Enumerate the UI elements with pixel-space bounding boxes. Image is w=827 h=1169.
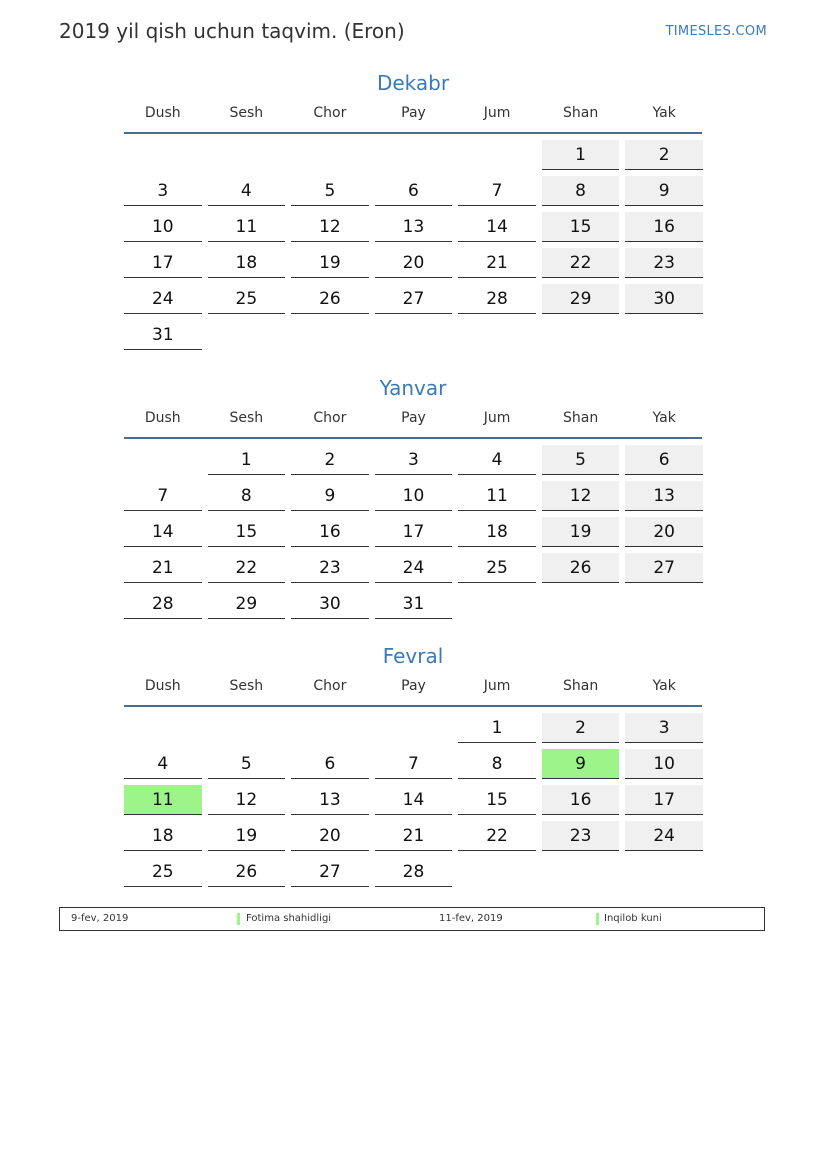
- day-cell: 13: [291, 785, 369, 815]
- day-cell: 8: [542, 176, 620, 206]
- day-cell: 19: [542, 517, 620, 547]
- day-cell: 10: [375, 481, 453, 511]
- day-cell: 10: [625, 749, 703, 779]
- legend-holiday-name: Inqilob kuni: [604, 913, 662, 924]
- day-cell: 12: [291, 212, 369, 242]
- weekday-label: Sesh: [229, 105, 264, 121]
- day-cell: 2: [542, 713, 620, 743]
- day-cell: 4: [458, 445, 536, 475]
- day-cell: 30: [625, 284, 703, 314]
- weekday-label: Chor: [313, 105, 347, 121]
- day-cell: 20: [625, 517, 703, 547]
- day-cell: 7: [124, 481, 202, 511]
- day-cell: 3: [625, 713, 703, 743]
- weekday-label: Dush: [144, 105, 181, 121]
- empty-cell: [124, 713, 202, 743]
- month-title: Fevral: [382, 644, 444, 668]
- day-cell: 18: [124, 821, 202, 851]
- day-cell: 2: [625, 140, 703, 170]
- day-cell: 12: [542, 481, 620, 511]
- weekday-label: Pay: [401, 410, 426, 426]
- empty-cell: [291, 140, 369, 170]
- weekday-header: [124, 675, 702, 707]
- weekday-header: [124, 407, 702, 439]
- day-cell: 6: [291, 749, 369, 779]
- day-cell: 6: [375, 176, 453, 206]
- day-cell: 6: [625, 445, 703, 475]
- day-cell: 1: [208, 445, 286, 475]
- empty-cell: [291, 713, 369, 743]
- day-cell: 26: [291, 284, 369, 314]
- legend-date: 11-fev, 2019: [439, 913, 503, 924]
- day-cell: 15: [458, 785, 536, 815]
- day-cell: 25: [208, 284, 286, 314]
- day-cell: 24: [375, 553, 453, 583]
- weekday-label: Shan: [562, 105, 599, 121]
- day-cell: 14: [124, 517, 202, 547]
- day-cell: 31: [375, 589, 453, 619]
- weekday-label: Yak: [652, 105, 676, 121]
- day-cell: 27: [375, 284, 453, 314]
- day-cell: 22: [208, 553, 286, 583]
- day-cell: 26: [208, 857, 286, 887]
- holiday-day-cell: 11: [124, 785, 202, 815]
- day-cell: 3: [124, 176, 202, 206]
- holiday-day-cell: 9: [542, 749, 620, 779]
- weekday-label: Sesh: [229, 678, 264, 694]
- day-cell: 17: [124, 248, 202, 278]
- site-link[interactable]: TIMESLES.COM: [665, 24, 767, 39]
- day-cell: 8: [208, 481, 286, 511]
- day-grid: [124, 713, 702, 893]
- month-title: Dekabr: [376, 71, 450, 95]
- day-cell: 10: [124, 212, 202, 242]
- day-cell: 19: [291, 248, 369, 278]
- day-cell: 5: [291, 176, 369, 206]
- day-cell: 11: [208, 212, 286, 242]
- day-cell: 22: [458, 821, 536, 851]
- day-cell: 29: [208, 589, 286, 619]
- day-cell: 20: [375, 248, 453, 278]
- weekday-label: Jum: [483, 105, 511, 121]
- day-cell: 11: [458, 481, 536, 511]
- weekday-label: Chor: [313, 678, 347, 694]
- weekday-header: [124, 102, 702, 134]
- day-cell: 8: [458, 749, 536, 779]
- day-cell: 7: [375, 749, 453, 779]
- day-cell: 27: [291, 857, 369, 887]
- weekday-label: Yak: [652, 678, 676, 694]
- day-cell: 21: [124, 553, 202, 583]
- day-cell: 19: [208, 821, 286, 851]
- day-cell: 21: [375, 821, 453, 851]
- day-cell: 26: [542, 553, 620, 583]
- day-cell: 5: [542, 445, 620, 475]
- empty-cell: [208, 713, 286, 743]
- empty-cell: [375, 140, 453, 170]
- day-cell: 28: [375, 857, 453, 887]
- weekday-label: Jum: [483, 410, 511, 426]
- month-title: Yanvar: [379, 376, 447, 400]
- day-cell: 30: [291, 589, 369, 619]
- day-cell: 9: [291, 481, 369, 511]
- day-cell: 29: [542, 284, 620, 314]
- weekday-label: Shan: [562, 678, 599, 694]
- day-cell: 9: [625, 176, 703, 206]
- weekday-label: Pay: [401, 105, 426, 121]
- day-cell: 15: [542, 212, 620, 242]
- day-cell: 14: [375, 785, 453, 815]
- day-cell: 15: [208, 517, 286, 547]
- day-cell: 24: [124, 284, 202, 314]
- day-cell: 17: [375, 517, 453, 547]
- weekday-label: Shan: [562, 410, 599, 426]
- day-cell: 18: [208, 248, 286, 278]
- weekday-label: Chor: [313, 410, 347, 426]
- day-cell: 1: [458, 713, 536, 743]
- month-february: [124, 641, 702, 893]
- weekday-label: Dush: [144, 678, 181, 694]
- holiday-color-swatch: [237, 913, 240, 925]
- empty-cell: [124, 140, 202, 170]
- day-cell: 16: [625, 212, 703, 242]
- day-cell: 23: [291, 553, 369, 583]
- empty-cell: [208, 140, 286, 170]
- day-cell: 25: [458, 553, 536, 583]
- weekday-label: Sesh: [229, 410, 264, 426]
- empty-cell: [124, 445, 202, 475]
- day-cell: 3: [375, 445, 453, 475]
- day-cell: 13: [375, 212, 453, 242]
- day-cell: 23: [542, 821, 620, 851]
- page-title: 2019 yil qish uchun taqvim. (Eron): [59, 19, 405, 43]
- day-cell: 16: [542, 785, 620, 815]
- day-cell: 13: [625, 481, 703, 511]
- day-cell: 14: [458, 212, 536, 242]
- holiday-color-swatch: [596, 913, 599, 925]
- day-cell: 21: [458, 248, 536, 278]
- month-december: [124, 68, 702, 356]
- day-cell: 4: [208, 176, 286, 206]
- day-cell: 4: [124, 749, 202, 779]
- day-cell: 22: [542, 248, 620, 278]
- legend-holiday-name: Fotima shahidligi: [246, 913, 332, 924]
- weekday-label: Yak: [652, 410, 676, 426]
- weekday-label: Dush: [144, 410, 181, 426]
- day-cell: 17: [625, 785, 703, 815]
- day-cell: 20: [291, 821, 369, 851]
- day-cell: 16: [291, 517, 369, 547]
- weekday-label: Jum: [483, 678, 511, 694]
- day-cell: 12: [208, 785, 286, 815]
- day-cell: 28: [458, 284, 536, 314]
- day-cell: 27: [625, 553, 703, 583]
- day-cell: 5: [208, 749, 286, 779]
- day-cell: 1: [542, 140, 620, 170]
- empty-cell: [458, 140, 536, 170]
- weekday-label: Pay: [401, 678, 426, 694]
- holiday-legend: [59, 907, 765, 931]
- day-cell: 28: [124, 589, 202, 619]
- legend-date: 9-fev, 2019: [71, 913, 129, 924]
- day-cell: 18: [458, 517, 536, 547]
- day-grid: [124, 445, 702, 625]
- day-cell: 25: [124, 857, 202, 887]
- day-grid: [124, 140, 702, 356]
- day-cell: 2: [291, 445, 369, 475]
- day-cell: 31: [124, 320, 202, 350]
- month-january: [124, 373, 702, 625]
- day-cell: 24: [625, 821, 703, 851]
- day-cell: 7: [458, 176, 536, 206]
- day-cell: 23: [625, 248, 703, 278]
- empty-cell: [375, 713, 453, 743]
